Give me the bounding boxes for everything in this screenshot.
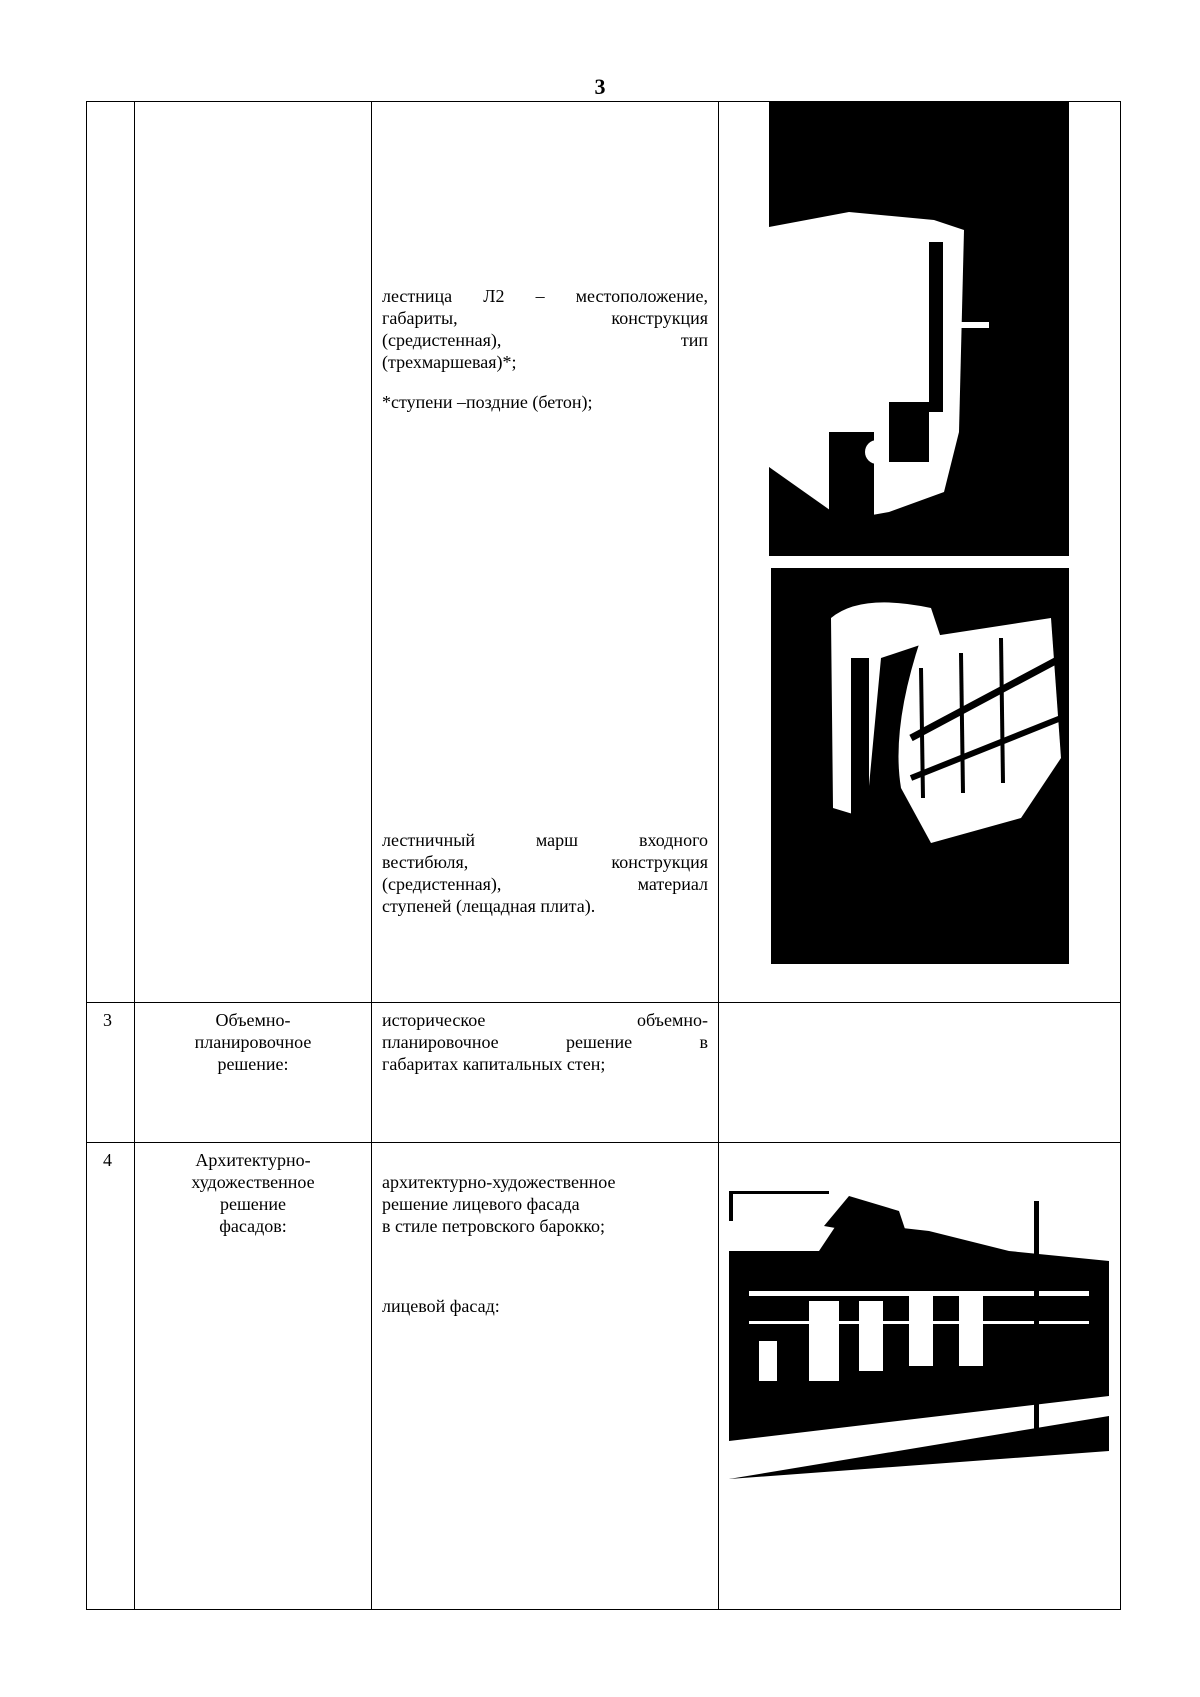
table-row	[87, 1003, 1121, 1143]
name-line: Объемно-	[215, 1010, 291, 1030]
desc-line: (средистенная), материал	[382, 874, 708, 894]
name-line: планировочное	[194, 1032, 312, 1052]
desc-line: вестибюля, конструкция	[382, 852, 708, 872]
page-number: 3	[594, 74, 606, 99]
table-row	[87, 1143, 1121, 1610]
row-name	[135, 102, 372, 1003]
row-photos	[719, 1143, 1121, 1610]
desc-line: архитектурно-художественное	[382, 1172, 616, 1192]
protected-elements-table	[86, 101, 1121, 1610]
desc-line: в стиле петровского барокко;	[382, 1216, 606, 1236]
row-name	[135, 1003, 372, 1143]
row-number: 4	[87, 1143, 135, 1610]
desc-line: габариты, конструкция	[382, 308, 708, 328]
desc-line: (средистенная), тип	[382, 330, 708, 350]
name-line: художественное	[191, 1172, 315, 1192]
name-line: Архитектурно-	[195, 1150, 311, 1170]
desc-note: *ступени –поздние (бетон);	[382, 392, 593, 412]
table-row	[87, 102, 1121, 1003]
desc-line: лестница Л2 – местоположение,	[382, 286, 708, 306]
row-number	[87, 102, 135, 1003]
name-line: решение	[219, 1194, 287, 1214]
row-photos	[719, 102, 1121, 1003]
row-description	[372, 1143, 719, 1610]
facade-label: лицевой фасад:	[382, 1296, 500, 1316]
row-name	[135, 1143, 372, 1610]
desc-line: планировочное решение в	[382, 1032, 708, 1052]
name-line: решение:	[217, 1054, 289, 1074]
desc-line: (трехмаршевая)*;	[382, 352, 517, 372]
desc-line: габаритах капитальных стен;	[382, 1054, 606, 1074]
row-photos	[719, 1003, 1121, 1143]
name-line: фасадов:	[219, 1216, 287, 1236]
facade-photo	[729, 1191, 1109, 1479]
desc-line: ступеней (лещадная плита).	[382, 896, 596, 916]
row-description	[372, 1003, 719, 1143]
desc-line: историческое объемно-	[382, 1010, 708, 1030]
desc-line: лестничный марш входного	[382, 830, 708, 850]
staircase-photo	[769, 102, 1069, 556]
row-description	[372, 102, 719, 1003]
vestibule-stair-photo	[771, 568, 1069, 964]
row-number: 3	[87, 1003, 135, 1143]
desc-line: решение лицевого фасада	[382, 1194, 580, 1214]
